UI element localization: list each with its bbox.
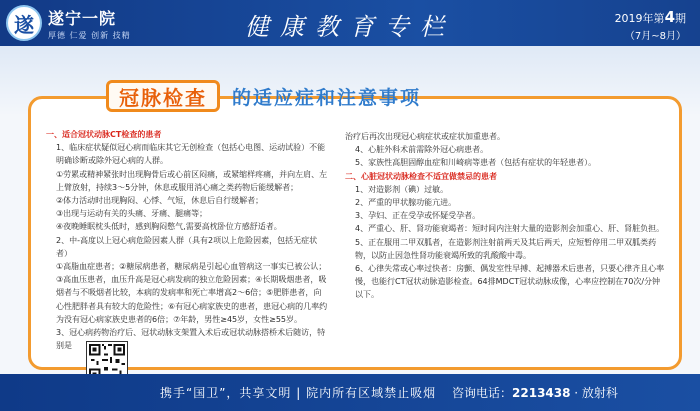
hospital-logo-group xyxy=(6,3,182,43)
paragraph: 4、心脏外科术前需除外冠心病患者。 xyxy=(355,145,489,155)
issue-number-line xyxy=(615,8,686,26)
paragraph: 1、临床症状疑似冠心病而临床其它无创检查（包括心电图、运动试验）不能明确诊断或除外冠心病的人群。 xyxy=(56,143,326,166)
logo-text xyxy=(48,6,131,41)
topic-title-row xyxy=(106,80,421,112)
section-heading-contraindications: 二、心脏冠状动脉检查不适宜做禁忌的患者 xyxy=(345,171,497,181)
paragraph: 5、正在服用二甲双胍者，在造影剂注射前两天及其后两天，应短暂停用二甲双胍类药物，以防止因急性肾功能衰竭所致的乳酸酸中毒。 xyxy=(355,237,657,260)
paragraph: ③出现与运动有关的头痛、牙痛、腿痛等； xyxy=(56,209,208,219)
left-column xyxy=(46,128,328,352)
paragraph: 治疗后再次出现冠心病症状或症状加重患者。 xyxy=(345,132,505,141)
right-column xyxy=(345,130,665,302)
paragraph: 6、心律失常或心率过快者：房颤、偶发室性早搏、起搏器术后患者，只要心律齐且心率慢，也能行CT冠状动脉造影检查。64排MDCT冠状动脉成像，心率应控制在70次/分钟以下。 xyxy=(355,264,665,300)
paragraph: 2、中-高度以上冠心病危险因素人群（具有2项以上危险因素，包括无症状者） xyxy=(56,235,318,258)
paragraph: 2、严重的甲状腺功能亢进。 xyxy=(355,198,457,208)
topic-subtitle: 的适应症和注意事项 xyxy=(232,86,422,109)
paragraph: ②体力活动时出现胸闷、心悸、气短，休息后自行缓解者； xyxy=(56,196,264,206)
footer-slogan: 携手“国卫”，共享文明 | 院内所有区域禁止吸烟 xyxy=(160,386,437,400)
contact-phone: 2213438 xyxy=(512,386,571,400)
paragraph: ①劳累或精神紧张时出现胸骨后或心前区闷痛，或紧缩样疼痛，并向左肩、左上臂放射，持续3～5分钟，休息或服用消心痛之类药物后能缓解者； xyxy=(56,169,328,192)
issue-info xyxy=(615,8,686,42)
header-banner xyxy=(0,0,700,46)
paragraph: 3、孕妇、正在受孕或怀疑受孕者。 xyxy=(355,211,481,221)
issue-suffix: 期 xyxy=(675,12,686,25)
issue-prefix: 2019年第 xyxy=(614,12,665,25)
hospital-slogan: 厚德 仁爱 创新 技精 xyxy=(48,30,131,40)
banner-title: 健康教育专栏 xyxy=(245,13,455,41)
issue-number: 4 xyxy=(664,8,675,26)
footer-contact xyxy=(452,384,618,401)
section-heading-indications: 一、适合冠状动脉CT检查的患者 xyxy=(46,130,162,139)
paragraph: 4、严重心、肝、肾功能衰竭者：短时间内注射大量的造影剂会加重心、肝、肾脏负担。 xyxy=(355,224,665,234)
hospital-name: 遂宁一院 xyxy=(48,8,117,28)
paragraph: 1、对造影剂（碘）过敏。 xyxy=(355,184,449,194)
paragraph: 3、冠心病药物治疗后、冠状动脉支架置入术后或冠状动脉搭桥术后随访，特别是 xyxy=(56,328,326,351)
hospital-logo-icon: 遂 xyxy=(6,5,42,41)
contact-prefix: 咨询电话： xyxy=(452,386,513,400)
topic-tag: 冠脉检查 xyxy=(106,80,220,112)
paragraph: ④夜晚睡眠枕头低时，感到胸闷憋气,需要高枕卧位方感舒适者。 xyxy=(56,222,282,232)
contact-suffix: · 放射科 xyxy=(570,386,618,400)
issue-months: （7月~8月） xyxy=(624,31,686,42)
paragraph: ①高脂血症患者；②糖尿病患者，糖尿病是引起心血管病这一事实已被公认；③高血压患者，血压升高是冠心病发病的独立危险因素；④长期吸烟患者，吸烟者与不吸烟者比较，本病的发病率和死亡率增高2～6倍；⑤肥胖患者，向心性肥胖者具有较大的危险性；⑥有冠心病家族史的患者，患冠心病的几率约为没有冠心病家族史患者的6倍；⑦年龄，男性≥45岁，女性≥55岁。 xyxy=(56,262,328,324)
paragraph: 5、家族性高胆固醇血症和川崎病等患者（包括有症状的年轻患者）。 xyxy=(355,158,597,168)
footer-bar xyxy=(0,374,700,411)
